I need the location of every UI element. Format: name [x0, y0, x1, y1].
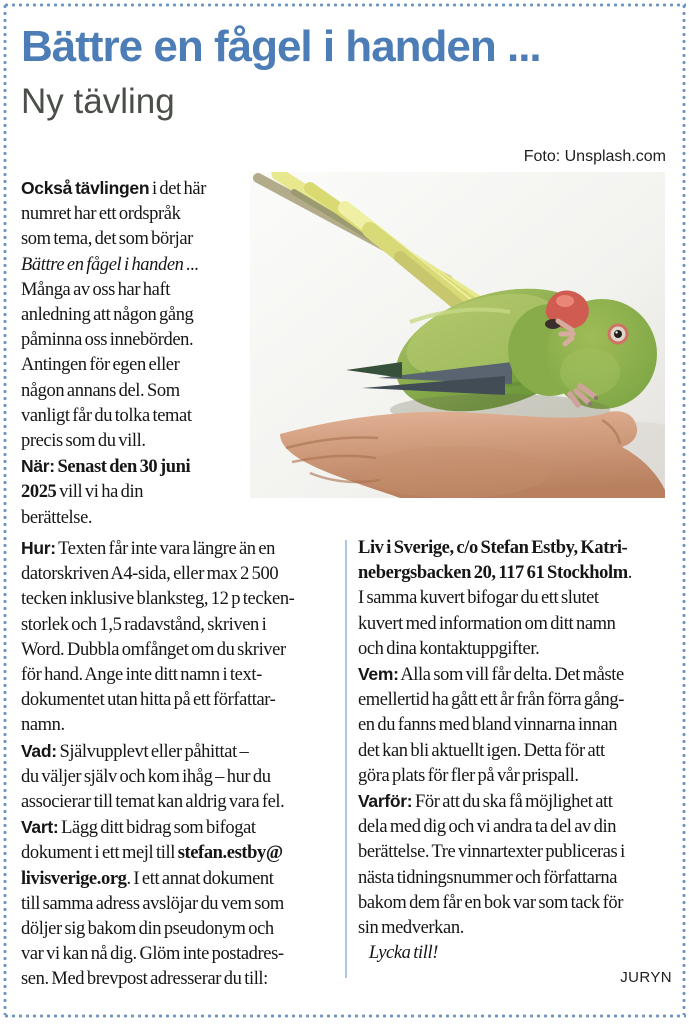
text-line: 2025 vill vi ha din — [21, 482, 144, 503]
dotted-border-left — [2, 3, 8, 1015]
intro-column — [21, 176, 249, 531]
text-line: Vart: Lägg ditt bidrag som bifogat — [21, 817, 256, 839]
text-line: som tema, det som börjar — [21, 229, 193, 250]
text-line: nästa tidningsnummer och författarna — [358, 867, 618, 888]
text-line: dela med dig och vi andra ta del av din — [358, 817, 617, 838]
text-line: Vem: Alla som vill får delta. Det måste — [358, 664, 624, 686]
text-line: Antingen för egen eller — [21, 355, 180, 376]
text-line: kuvert med information om ditt namn — [358, 613, 616, 634]
text-line: och dina kontaktuppgifter. — [358, 638, 540, 659]
text-line: Varför: För att du ska få möjlighet att — [358, 791, 613, 813]
parakeet-illustration — [250, 172, 665, 498]
text-line: dokumentet utan hitta på ett författar- — [21, 690, 276, 711]
jury-signature: JURYN — [620, 969, 672, 986]
text-line: det kan bli aktuellt igen. Detta för att — [358, 740, 605, 761]
text-line: dokument i ett mejl till stefan.estby@ — [21, 843, 283, 864]
text-line: berättelse. Tre vinnartexter publiceras i — [358, 842, 625, 863]
text-line: namn. — [21, 715, 65, 736]
right-column — [358, 536, 672, 966]
text-line: påminna oss innebörden. — [21, 330, 194, 351]
text-line: Liv i Sverige, c/o Stefan Estby, Katri- — [358, 538, 628, 558]
text-line: emellertid ha gått ett år från förra gång- — [358, 690, 624, 711]
text-line: storlek och 1,5 radavstånd, skriven i — [21, 614, 267, 635]
text-line: göra plats för fler på vår prispall. — [358, 765, 579, 786]
article-title: Bättre en fågel i handen ... — [21, 22, 541, 71]
text-line: numret har ett ordspråk — [21, 204, 181, 225]
text-line: sen. Med brevpost adresserar du till: — [21, 969, 268, 990]
text-line: precis som du vill. — [21, 431, 146, 452]
text-line: anledning att någon gång — [21, 305, 194, 326]
text-line: Många av oss har haft — [21, 279, 170, 300]
column-divider — [345, 540, 347, 978]
text-line: Vad: Självupplevt eller påhittat – — [21, 740, 249, 762]
text-line: datorskriven A4-sida, eller max 2 500 — [21, 564, 279, 585]
photo-credit: Foto: Unsplash.com — [523, 148, 666, 165]
text-line: livisverige.org. I ett annat dokument — [21, 868, 274, 889]
text-line: När: Senast den 30 juni — [21, 456, 191, 478]
article-subtitle: Ny tävling — [21, 82, 175, 121]
bird-eye — [608, 324, 629, 345]
dotted-border-right — [681, 3, 687, 1015]
text-line: sin medverkan. — [358, 918, 464, 939]
dotted-border-bottom — [3, 1013, 686, 1019]
text-line: en du fanns med bland vinnarna innan — [358, 715, 618, 736]
text-line: döljer sig bakom din pseudonym och — [21, 919, 274, 940]
text-line: Hur: Texten får inte vara längre än en — [21, 538, 276, 559]
text-line: Word. Dubbla omfånget om du skriver — [21, 639, 286, 660]
text-line: bakom dem får en bok var som tack för — [358, 892, 623, 913]
text-line: någon annans del. Som — [21, 380, 180, 401]
text-line: associerar till temat kan aldrig vara fel. — [21, 792, 285, 813]
text-line: för hand. Ange inte ditt namn i text- — [21, 665, 262, 686]
text-line: till samma adress avslöjar du vem som — [21, 893, 284, 914]
parakeet-photo — [250, 172, 665, 498]
text-line: du väljer själv och kom ihåg – hur du — [21, 766, 271, 787]
text-line: berättelse. — [21, 507, 93, 528]
text-line: tecken inklusive blanksteg, 12 p tecken- — [21, 589, 295, 610]
text-line: Bättre en fågel i handen ... — [21, 254, 199, 275]
text-line: Lycka till! — [358, 943, 438, 964]
left-column — [21, 536, 344, 993]
text-line: var vi kan nå dig. Glöm inte postadres- — [21, 944, 284, 965]
text-line: vanligt får du tolka temat — [21, 405, 192, 426]
text-line: nebergsbacken 20, 117 61 Stockholm. — [358, 563, 632, 584]
text-line: Också tävlingen i det här — [21, 178, 206, 199]
text-line: I samma kuvert bifogar du ett slutet — [358, 588, 599, 609]
dotted-border-top — [3, 2, 686, 8]
